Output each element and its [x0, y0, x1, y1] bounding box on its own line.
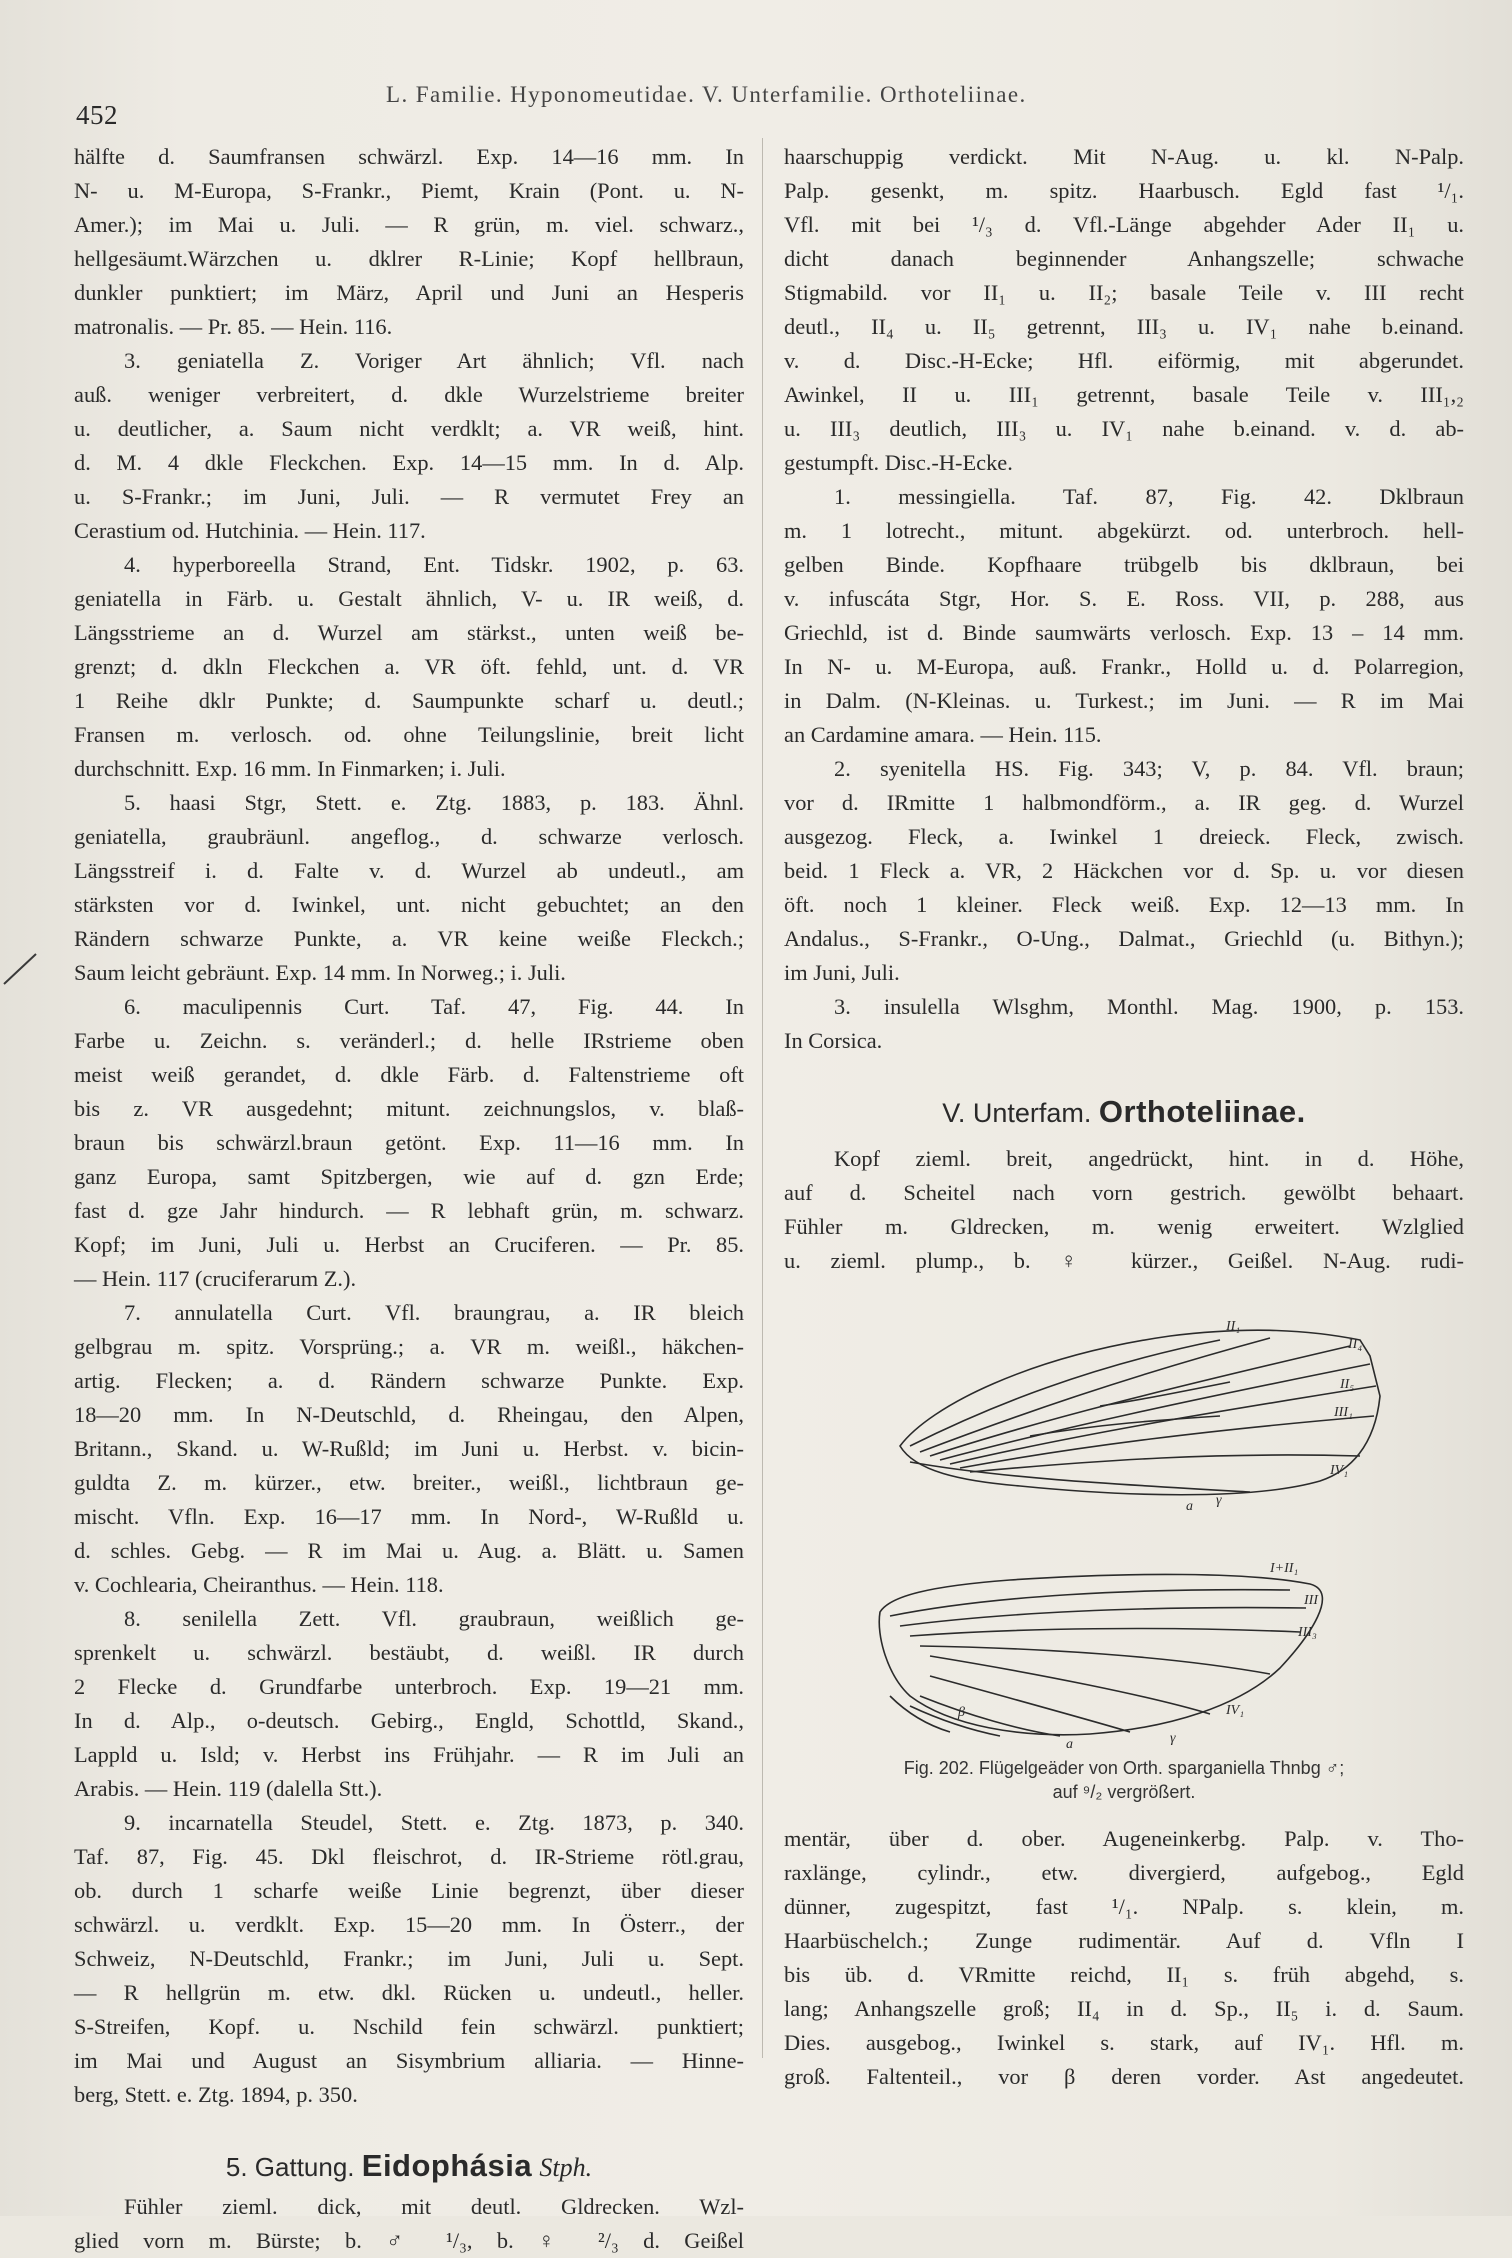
text-line: — R hellgrün m. etw. dkl. Rücken u. undeutl., heller.	[74, 1980, 744, 2005]
text-line: u. S-Frankr.; im Juni, Juli. — R vermutet Frey an	[74, 484, 744, 509]
text-line: S-Streifen, Kopf. u. Nschild fein schwärzl. punktiert;	[74, 2014, 744, 2039]
text-line: glied vorn m. Bürste; b. ♂ ¹/₃, b. ♀ ²/₃ d. Geißel	[74, 2228, 744, 2253]
text-line: Arabis. — Hein. 119 (dalella Stt.).	[74, 1776, 383, 1801]
text-line: 9. incarnatella Steudel, Stett. e. Ztg. 1873, p. 340.	[124, 1810, 744, 1835]
left-column-text	[74, 140, 744, 2112]
text-line: dicht danach beginnender Anhangszelle; schwache	[784, 246, 1464, 271]
text-line: haarschuppig verdickt. Mit N-Aug. u. kl. N-Palp.	[784, 144, 1464, 169]
text-line: Schweiz, N-Deutschld, Frankr.; im Juni, Juli u. Sept.	[74, 1946, 744, 1971]
text-line: bis üb. d. VRmitte reichd, II₁ s. früh abgehd, s.	[784, 1962, 1464, 1987]
running-head: L. Familie. Hyponomeutidae. V. Unterfamilie. Orthoteliinae.	[386, 82, 1027, 107]
text-line: Fühler zieml. dick, mit deutl. Gldrecken. Wzl-	[124, 2194, 744, 2219]
hw-label-7: γ	[1170, 1731, 1176, 1746]
genus-heading	[74, 2142, 744, 2190]
text-line: Längsstreif i. d. Falte v. d. Wurzel ab undeutl., am	[74, 858, 744, 883]
text-line: vor d. IRmitte 1 halbmondförm., a. IR geg. d. Wurzel	[784, 790, 1464, 815]
text-line: hälfte d. Saumfransen schwärzl. Exp. 14—16 mm. In	[74, 144, 744, 169]
fw-label-3: II₅	[1340, 1377, 1355, 1392]
forewing-drawing	[900, 1330, 1380, 1495]
text-line: mischt. Vfln. Exp. 16—17 mm. In Nord-, W-Rußld u.	[74, 1504, 744, 1529]
subfamily-name: Orthoteliinae.	[1098, 1094, 1306, 1129]
text-line: fast d. gze Jahr hindurch. — R lebhaft grün, m. schwarz.	[74, 1198, 744, 1223]
text-line: 3. geniatella Z. Voriger Art ähnlich; Vfl. nach	[124, 348, 744, 373]
text-line: groß. Faltenteil., vor β deren vorder. Ast angedeutet.	[784, 2064, 1464, 2089]
text-line: 1 Reihe dklr Punkte; d. Saumpunkte scharf u. deutl.;	[74, 688, 744, 713]
text-line: 6. maculipennis Curt. Taf. 47, Fig. 44. In	[124, 994, 744, 1019]
text-line: berg, Stett. e. Ztg. 1894, p. 350.	[74, 2082, 358, 2107]
text-line: artig. Flecken; a. d. Rändern schwarze Punkte. Exp.	[74, 1368, 744, 1393]
text-line: gestumpft. Disc.-H-Ecke.	[784, 450, 1013, 475]
text-line: d. schles. Gebg. — R im Mai u. Aug. a. Blätt. u. Samen	[74, 1538, 744, 1563]
hindwing-drawing	[879, 1574, 1322, 1736]
text-line: 2 Flecke d. Grundfarbe unterbroch. Exp. 19—21 mm.	[74, 1674, 744, 1699]
hw-label-1: I+II₁	[1270, 1561, 1299, 1576]
text-line: Kopf; im Juni, Juli u. Herbst an Cruciferen. — Pr. 85.	[74, 1232, 744, 1257]
right-column-continuation	[784, 1822, 1464, 2094]
text-line: v. Cochlearia, Cheiranthus. — Hein. 118.	[74, 1572, 444, 1597]
wing-venation-figure	[870, 1296, 1460, 1786]
right-column	[784, 140, 1464, 1278]
text-line: auß. weniger verbreitert, d. dkle Wurzelstrieme breiter	[74, 382, 744, 407]
text-line: matronalis. — Pr. 85. — Hein. 116.	[74, 314, 393, 339]
text-line: d. M. 4 dkle Fleckchen. Exp. 14—15 mm. In d. Alp.	[74, 450, 744, 475]
fw-label-1: II₁	[1226, 1319, 1241, 1334]
fw-label-4: III₁	[1334, 1405, 1353, 1420]
subfamily-description-continued	[784, 1822, 1464, 2094]
hw-label-3: III₃	[1298, 1625, 1317, 1640]
text-line: 2. syenitella HS. Fig. 343; V, p. 84. Vfl. braun;	[834, 756, 1464, 781]
text-line: 18—20 mm. In N-Deutschld, d. Rheingau, den Alpen,	[74, 1402, 744, 1427]
text-line: u. III₃ deutlich, III₃ u. IV₁ nahe b.einand. v. d. ab-	[784, 416, 1464, 441]
text-line: raxlänge, cylindr., etw. divergierd, aufgebog., Egld	[784, 1860, 1464, 1885]
hw-label-6: a	[1066, 1737, 1073, 1752]
text-line: Rändern schwarze Punkte, a. VR keine weiße Fleckch.;	[74, 926, 744, 951]
text-line: v. d. Disc.-H-Ecke; Hfl. eiförmig, mit abgerundet.	[784, 348, 1464, 373]
text-line: Amer.); im Mai u. Juli. — R grün, m. viel. schwarz.,	[74, 212, 744, 237]
text-line: Awinkel, II u. III₁ getrennt, basale Teile v. III₁,₂	[784, 382, 1464, 407]
genus-heading-prefix: 5. Gattung.	[225, 2152, 355, 2182]
text-line: Griechld, ist d. Binde saumwärts verlosch. Exp. 13 – 14 mm.	[784, 620, 1464, 645]
text-line: Andalus., S-Frankr., O-Ung., Dalmat., Griechld (u. Bithyn.);	[784, 926, 1464, 951]
text-line: mentär, über d. ober. Augeneinkerbg. Palp. v. Tho-	[784, 1826, 1464, 1851]
genus-name: Eidophásia	[361, 2148, 533, 2183]
pencil-check-mark	[0, 948, 40, 988]
caption-line-2: auf ⁹/₂ vergrößert.	[1052, 1782, 1196, 1802]
subfamily-description	[784, 1142, 1464, 1278]
text-line: stärksten vor d. Iwinkel, unt. nicht gebuchtet; an den	[74, 892, 744, 917]
text-line: Cerastium od. Hutchinia. — Hein. 117.	[74, 518, 426, 543]
text-line: ob. durch 1 scharfe weiße Linie begrenzt, über dieser	[74, 1878, 744, 1903]
text-line: deutl., II₄ u. II₅ getrennt, III₃ u. IV₁ nahe b.einand.	[784, 314, 1464, 339]
text-line: — Hein. 117 (cruciferarum Z.).	[74, 1266, 357, 1291]
text-line: geniatella in Färb. u. Gestalt ähnlich, V- u. IR weiß, d.	[74, 586, 744, 611]
text-line: Längsstrieme an d. Wurzel am stärkst., unten weiß be-	[74, 620, 744, 645]
text-line: Stigmabild. vor II₁ u. II₂; basale Teile v. III recht	[784, 280, 1464, 305]
text-line: grenzt; d. dkln Fleckchen a. VR öft. fehld, unt. d. VR	[74, 654, 744, 679]
text-line: hellgesäumt.Wärzchen u. dklrer R-Linie; Kopf hellbraun,	[74, 246, 744, 271]
text-line: In d. Alp., o-deutsch. Gebirg., Engld, Schottld, Skand.,	[74, 1708, 744, 1733]
text-line: in Dalm. (N-Kleinas. u. Turkest.; im Juni. — R im Mai	[784, 688, 1464, 713]
text-line: Kopf zieml. breit, angedrückt, hint. in d. Höhe,	[834, 1146, 1464, 1171]
text-line: 4. hyperboreella Strand, Ent. Tidskr. 1902, p. 63.	[124, 552, 744, 577]
text-line: ganz Europa, samt Spitzbergen, wie auf d. gzn Erde;	[74, 1164, 744, 1189]
text-line: beid. 1 Fleck a. VR, 2 Häckchen vor d. Sp. u. vor diesen	[784, 858, 1464, 883]
text-line: m. 1 lotrecht., mitunt. abgekürzt. od. unterbroch. hell-	[784, 518, 1464, 543]
text-line: dünner, zugespitzt, fast ¹/₁. NPalp. s. klein, m.	[784, 1894, 1464, 1919]
fw-label-6: a	[1186, 1499, 1193, 1514]
text-line: Lappld u. Isld; v. Herbst ins Frühjahr. — R im Juli an	[74, 1742, 744, 1767]
right-column-text	[784, 140, 1464, 1058]
subfamily-heading	[784, 1088, 1464, 1136]
text-line: auf d. Scheitel nach vorn gestrich. gewölbt behaart.	[784, 1180, 1464, 1205]
hw-label-5: β	[958, 1705, 965, 1720]
text-line: bis z. VR ausgedehnt; mitunt. zeichnungslos, v. blaß-	[74, 1096, 744, 1121]
page-number: 452	[76, 100, 118, 130]
text-line: Palp. gesenkt, m. spitz. Haarbusch. Egld fast ¹/₁.	[784, 178, 1464, 203]
fw-label-7: γ	[1216, 1493, 1222, 1508]
text-line: im Juni, Juli.	[784, 960, 900, 985]
text-line: 3. insulella Wlsghm, Monthl. Mag. 1900, p. 153.	[834, 994, 1464, 1019]
text-line: Fühler m. Gldrecken, m. wenig erweitert. Wzlglied	[784, 1214, 1464, 1239]
text-line: In Corsica.	[784, 1028, 883, 1053]
fw-label-5: IV₁	[1330, 1463, 1349, 1478]
left-column	[74, 140, 744, 2258]
subfamily-heading-prefix: V. Unterfam.	[942, 1098, 1092, 1128]
text-line: v. infuscáta Stgr, Hor. S. E. Ross. VII, p. 288, aus	[784, 586, 1464, 611]
genus-description	[74, 2190, 744, 2258]
text-line: an Cardamine amara. — Hein. 115.	[784, 722, 1102, 747]
text-line: gelben Binde. Kopfhaare trübgelb bis dklbraun, bei	[784, 552, 1464, 577]
column-rule	[762, 138, 763, 2058]
hw-label-2: III	[1304, 1593, 1318, 1608]
text-line: durchschnitt. Exp. 16 mm. In Finmarken; i. Juli.	[74, 756, 506, 781]
text-line: Dies. ausgebog., Iwinkel s. stark, auf IV₁. Hfl. m.	[784, 2030, 1464, 2055]
text-line: meist weiß gerandet, d. dkle Färb. d. Faltenstrieme oft	[74, 1062, 744, 1087]
text-line: 1. messingiella. Taf. 87, Fig. 42. Dklbraun	[834, 484, 1464, 509]
text-line: 5. haasi Stgr, Stett. e. Ztg. 1883, p. 183. Ähnl.	[124, 790, 744, 815]
text-line: 8. senilella Zett. Vfl. graubraun, weißlich ge-	[124, 1606, 744, 1631]
text-line: Farbe u. Zeichn. s. veränderl.; d. helle IRstrieme oben	[74, 1028, 744, 1053]
fw-label-2: II₄	[1348, 1337, 1363, 1352]
text-line: im Mai und August an Sisymbrium alliaria. — Hinne-	[74, 2048, 744, 2073]
text-line: lang; Anhangszelle groß; II₄ in d. Sp., II₅ i. d. Saum.	[784, 1996, 1464, 2021]
page-header	[76, 82, 1466, 130]
caption-line-1: Fig. 202. Flügelgeäder von Orth. sparganiella Thnbg ♂;	[903, 1758, 1345, 1778]
venation-labels	[957, 1319, 1362, 1752]
text-line: dunkler punktiert; im März, April und Juni an Hesperis	[74, 280, 744, 305]
text-line: guldta Z. m. kürzer., etw. breiter., weißl., lichtbraun ge-	[74, 1470, 744, 1495]
text-line: Fransen m. verlosch. od. ohne Teilungslinie, breit licht	[74, 722, 744, 747]
text-line: braun bis schwärzl.braun getönt. Exp. 11—16 mm. In	[74, 1130, 744, 1155]
text-line: Britann., Skand. u. W-Rußld; im Juni u. Herbst. v. bicin-	[74, 1436, 744, 1461]
genus-author: Stph.	[539, 2153, 593, 2182]
text-line: Taf. 87, Fig. 45. Dkl fleischrot, d. IR-Strieme rötl.grau,	[74, 1844, 744, 1869]
text-line: u. deutlicher, a. Saum nicht verdklt; a. VR weiß, hint.	[74, 416, 744, 441]
text-line: ausgezog. Fleck, a. Iwinkel 1 dreieck. Fleck, zwisch.	[784, 824, 1464, 849]
hw-label-4: IV₁	[1226, 1703, 1245, 1718]
text-line: N- u. M-Europa, S-Frankr., Piemt, Krain (Pont. u. N-	[74, 178, 744, 203]
text-line: u. zieml. plump., b. ♀ kürzer., Geißel. N-Aug. rudi-	[784, 1248, 1464, 1273]
text-line: Saum leicht gebräunt. Exp. 14 mm. In Norweg.; i. Juli.	[74, 960, 566, 985]
text-line: gelbgrau m. spitz. Vorsprüng.; a. VR m. weißl., häkchen-	[74, 1334, 744, 1359]
text-line: schwärzl. u. verdklt. Exp. 15—20 mm. In Österr., der	[74, 1912, 744, 1937]
figure-caption	[784, 1756, 1464, 1804]
text-line: sprenkelt u. schwärzl. bestäubt, d. weißl. IR durch	[74, 1640, 744, 1665]
text-line: Vfl. mit bei ¹/₃ d. Vfl.-Länge abgehder Ader II₁ u.	[784, 212, 1464, 237]
text-line: geniatella, graubräunl. angeflog., d. schwarze verlosch.	[74, 824, 744, 849]
text-line: Haarbüschelch.; Zunge rudimentär. Auf d. Vfln I	[784, 1928, 1464, 1953]
text-line: 7. annulatella Curt. Vfl. braungrau, a. IR bleich	[124, 1300, 744, 1325]
text-line: In N- u. M-Europa, auß. Frankr., Holld u. d. Polarregion,	[784, 654, 1464, 679]
text-line: öft. noch 1 kleiner. Fleck weiß. Exp. 12—13 mm. In	[784, 892, 1464, 917]
